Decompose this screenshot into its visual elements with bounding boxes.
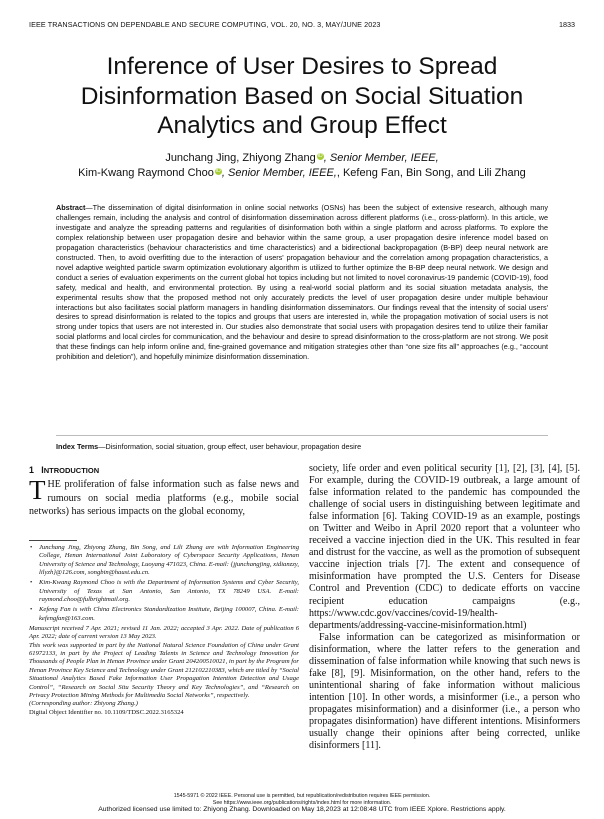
author-group-1: Junchang Jing, Zhiyong Zhang bbox=[165, 152, 316, 164]
running-header-journal: IEEE TRANSACTIONS ON DEPENDABLE AND SECURE COMPUTING, VOL. 20, NO. 3, MAY/JUNE 2023 bbox=[29, 20, 381, 29]
paragraph: False information can be categorized as misinformation or disinformation, where the latter refers to the generation and dissemination of false information while knowing that such news is fake [8], [9]. Misinformation, on the other hand, refers to the unintentional sharing of fake information without malicious intention [10]. In other words, a misinformer (i.e., a person who propagates misinformation) and a disinformer (i.e., a person who propagates disinformation) have different intentions. Misinformers usually change their opinions after being corrected, unlike disinformers [11]. bbox=[309, 631, 580, 752]
section-title-initial: I bbox=[41, 465, 44, 475]
index-terms bbox=[56, 442, 548, 452]
copyright-notice bbox=[0, 793, 604, 806]
footnote-affiliation: • Kefeng Fan is with China Electronics Standardization Institute, Beijing 100007, China. E-mail: kefengfan@163.com. bbox=[39, 606, 299, 623]
page-number: 1833 bbox=[559, 20, 575, 29]
footnotes bbox=[29, 544, 299, 717]
footnote-affiliation: • Kim-Kwang Raymond Choo is with the Department of Information Systems and Cyber Security, University of Texas at San Antonio, San Antonio, TX 78249 USA. E-mail: raymond.choo@fulbrightmail.org. bbox=[39, 579, 299, 604]
paper-title: Inference of User Desires to Spread Disinformation Based on Social Situation Analytics and Group Effect bbox=[80, 53, 524, 139]
abstract bbox=[56, 203, 548, 362]
footnote-affiliation: • Junchang Jing, Zhiyong Zhang, Bin Song, and Lili Zhang are with Information Engineering College, Henan International Joint Laboratory of Cyberspace Security Applications, Henan University of Science and Technology, Luoyang 471023, China. E-mail: {jjunchangjing, xidianzzy, lilyzh}@126.com, songbin@haust.edu.cn. bbox=[39, 544, 299, 577]
abstract-text: —The dissemination of digital disinformation in online social networks (OSNs) has been the subject of extensive research, although many challenges remain, including the analysis and control of disinformation dissemination across different platforms (i.e., cross-platform). In this article, we investigate and analyze the spreading patterns and regularities of disinformation both within a single platform and across platforms. To explore the complex relationship between user propagation desire and behavior within the same group, a user propagation desire inference model based on propagation characteristics (behaviour characteristics and time characteristics) and a bidirectional backpropagation (B-BP) deep neural network are constructed. Then, to avoid overfitting due to the interaction of users' propagation behaviour and the correlation among propagation characteristics, a novel adaptive weighted particle swarm optimization evolutionary algorithm is utilized to further optimize the B-BP deep neural network. We design and conduct a series of evaluation experiments on the current global hot topics including but not limited to novel coronavirus-19 pandemic (COVID-19), food safety, medical and health, and environmental protection. By using a real-world social platform and its social situation metadata analysis, the experimental results show that the proposed method not only accurately predicts the level of user propagation desire under multiple behaviour interactions but also facilitates social platform managers in handling disinformation disseminators. Our findings reveal that the intensity of social users' desires to spread disinformation is related to the topics and groups that users are interested in, while the propagation motivation of social users is not strong under topics that users are not interested in. Our studies also demonstrate that social users with propagation desires tend to utilize their familiar social platforms and local circles for communication, and the behaviour and desire to spread disinformation to the cross-platform are not strong. We posit that these findings can help inform online and, fine-grained governance and mitigation strategies other than “one size fits all” approaches (e.g., “account prohibition and deletion”), and hopefully minimize disinformation dissemination. bbox=[56, 203, 548, 362]
author-1-membership: , Senior Member, IEEE, bbox=[323, 152, 439, 164]
corresponding-author: (Corresponding author: Zhiyong Zhang.) bbox=[29, 700, 138, 708]
funding-note: This work was supported in part by the National Natural Science Foundation of China under Grant 61972133, in part by the Project of Leading Talents in Science and Technology Innovation for Thousands of People Plan in Henan Province under Grant 204200510021, in part by the Program for Henan Province Key Science and Technology under Grant 212102210383, which are titled by “Social Situational Analytics Based Fake Information User Propagation Intention Detection and Usage Control”, “Research on Social Situ Security Theory and Key Technologies”, and “Research on Privacy Protection Mining Methods for Multimedia Social Networks”, respectively. bbox=[29, 641, 299, 699]
section-number: 1 bbox=[29, 465, 34, 475]
section-title-rest: NTRODUCTION bbox=[43, 466, 100, 475]
license-banner: Authorized licensed use limited to: Zhiyong Zhang. Downloaded on May 18,2023 at 12:08:48 UTC from IEEE Xplore. Restrictions apply. bbox=[98, 806, 506, 813]
copyright-line: 1545-5971 © 2022 IEEE. Personal use is permitted, but republication/redistribution requires IEEE permission. bbox=[173, 793, 431, 799]
abstract-divider bbox=[56, 435, 548, 436]
index-terms-label: Index Terms bbox=[56, 442, 99, 451]
author-list bbox=[40, 151, 564, 181]
intro-left-text: HE proliferation of false information such as false news and rumours on social media platforms (e.g., mobile social networks) has serious impacts on the global economy, bbox=[29, 479, 299, 517]
copyright-rights-link[interactable]: See https://www.ieee.org/publications/rights/index.html for more information. bbox=[212, 799, 392, 806]
section-heading bbox=[29, 465, 99, 475]
intro-left-column bbox=[29, 475, 299, 519]
paragraph: society, life order and even political security [1], [2], [3], [4], [5]. For example, during the COVID-19 outbreak, a large amount of false information related to the pandemic has compounded the challenge of social users in distinguishing between legitimate and false information [6]. Taking COVID-19 as an example, postings on Twitter and Weibo in April 2020 report that a volunteer who received a vaccine injection died in the UK. This resulted in fear and distrust for the vaccine, as well as the promotion of subsequent vaccine injection trials [7]. The extent and consequence of misinformation have prompted the U.S. Centers for Disease Control and Prevention (CDC) to dedicate efforts on vaccine recipient education campaigns (e.g., https://www.cdc.gov/vaccines/covid-19/health-departments/addressing-vaccine-misinformation.html) bbox=[309, 463, 580, 631]
orcid-icon[interactable]: iD bbox=[216, 168, 221, 174]
index-terms-text: —Disinformation, social situation, group effect, user behaviour, propagation desire bbox=[98, 442, 362, 451]
author-group-2: Kim-Kwang Raymond Choo bbox=[78, 167, 214, 179]
doi: Digital Object Identifier no. 10.1109/TDSC.2022.3165324 bbox=[29, 708, 184, 716]
author-group-3: , Kefeng Fan, Bin Song, and Lili Zhang bbox=[336, 167, 526, 179]
author-2-membership: , Senior Member, IEEE, bbox=[221, 167, 337, 179]
abstract-label: Abstract bbox=[56, 203, 86, 212]
intro-right-column bbox=[309, 463, 580, 752]
footnote-divider bbox=[29, 540, 77, 541]
orcid-icon[interactable]: iD bbox=[317, 153, 323, 159]
manuscript-dates: Manuscript received 7 Apr. 2021; revised 11 Jan. 2022; accepted 3 Apr. 2022. Date of publication 6 Apr. 2022; date of current version 13 May 2023. bbox=[29, 625, 299, 641]
drop-cap: T bbox=[29, 475, 46, 505]
